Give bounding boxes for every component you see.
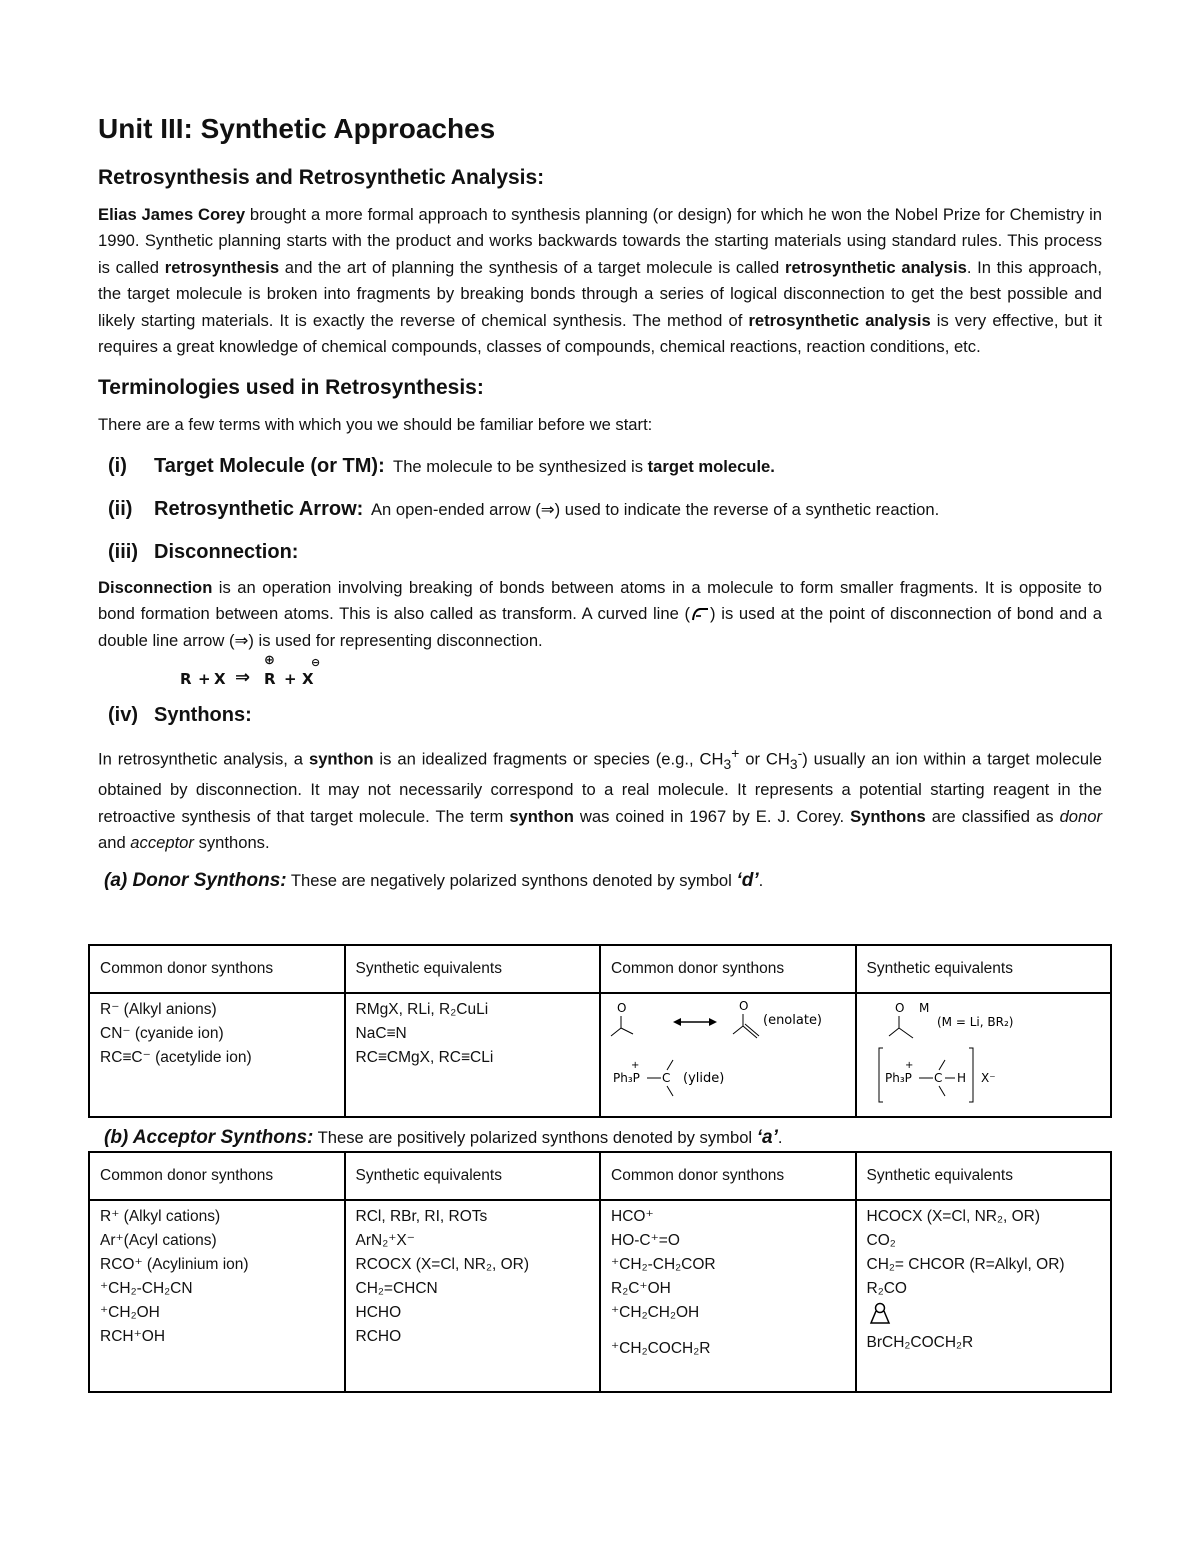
svg-text:O: O bbox=[894, 1001, 904, 1015]
table-row bbox=[89, 993, 1111, 1117]
section-heading-terminologies: Terminologies used in Retrosynthesis: bbox=[98, 376, 484, 400]
table-header: Common donor synthons bbox=[600, 945, 856, 993]
table-cell: RMgX, RLi, R₂CuLi NaC≡N RC≡CMgX, RC≡CLi bbox=[345, 993, 601, 1117]
svg-text:(ylide): (ylide) bbox=[683, 1071, 725, 1086]
term-retrosynthetic-arrow: (ii) Retrosynthetic Arrow: An open-ended arrow (⇒) used to indicate the reverse of a synthetic reaction. bbox=[108, 497, 940, 520]
table-header: Synthetic equivalents bbox=[856, 1152, 1112, 1200]
svg-text:H: H bbox=[956, 1071, 966, 1085]
section-heading-retrosynthesis: Retrosynthesis and Retrosynthetic Analysis: bbox=[98, 166, 545, 189]
table-header: Common donor synthons bbox=[89, 945, 345, 993]
svg-text:(enolate): (enolate) bbox=[763, 1013, 823, 1028]
svg-text:+: + bbox=[904, 1060, 913, 1071]
table-header: Common donor synthons bbox=[89, 1152, 345, 1200]
terminologies-intro: There are a few terms with which you we should be familiar before we start: bbox=[98, 415, 653, 435]
retrosynthesis-paragraph: Elias James Corey brought a more formal approach to synthesis planning (or design) for which he won the Nobel Prize for Chemistry in 1990. Synthetic planning starts with the product and works backwards towards the starting materials using standard rules. This process is called retrosynthesis and the art of planning the synthesis of a target molecule is called retrosynthetic analysis. In this approach, the target molecule is broken into fragments by breaking bonds through a series of logical disconnection to get the best possible and likely starting materials. It is exactly the reverse of chemical synthesis. The method of retrosynthetic analysis is very effective, but it requires a great knowledge of chemical compounds, classes of compounds, chemical reactions, reaction conditions, etc. bbox=[98, 205, 1103, 357]
acceptor-synthons-table bbox=[88, 1151, 1112, 1393]
table-cell: HCOCX (X=Cl, NR₂, OR) CO₂ CH₂= CHCOR (R=Alkyl, OR) R₂CO BrCH₂COCH₂R bbox=[856, 1200, 1112, 1392]
svg-text:C: C bbox=[933, 1071, 942, 1085]
svg-text:M: M bbox=[918, 1001, 929, 1015]
table-row bbox=[89, 1200, 1111, 1392]
svg-text:C: C bbox=[662, 1071, 671, 1085]
svg-text:Ph₃P: Ph₃P bbox=[613, 1071, 640, 1085]
acceptor-synthons-heading: (b) Acceptor Synthons: These are positively polarized synthons denoted by symbol ‘a’. bbox=[104, 1127, 783, 1148]
svg-text:+: + bbox=[631, 1060, 640, 1071]
term-target-molecule: (i) Target Molecule (or TM): The molecule to be synthesized is target molecule. bbox=[108, 454, 775, 477]
svg-text:(M = Li, BR₂): (M = Li, BR₂) bbox=[936, 1015, 1013, 1029]
synthons-paragraph: In retrosynthetic analysis, a synthon is an idealized fragments or species (e.g., $CH_3^+$ or $CH_3^-$) usually an ion within a target molecule obtained by disconnection. It may not necessarily correspond to a real molecule. It represents a potential starting reagent in the retroactive synthesis of that target molecule. The term synthon was coined in 1967 by E. J. Corey. Synthons are classified as donor and acceptor synthons. bbox=[98, 745, 1103, 853]
table-header-row bbox=[89, 945, 1111, 993]
table-header-row bbox=[89, 1152, 1111, 1200]
term-disconnection: (iii) Disconnection: bbox=[108, 540, 299, 563]
svg-text:Ph₃P: Ph₃P bbox=[884, 1071, 912, 1085]
table-header: Synthetic equivalents bbox=[345, 945, 601, 993]
table-cell: R⁻ (Alkyl anions) CN⁻ (cyanide ion) RC≡C⁻ (acetylide ion) bbox=[89, 993, 345, 1117]
table-cell bbox=[600, 993, 856, 1117]
enolate-ylide-structure bbox=[601, 994, 855, 1108]
table-header: Synthetic equivalents bbox=[345, 1152, 601, 1200]
donor-synthons-heading: (a) Donor Synthons: These are negatively polarized synthons denoted by symbol ‘d’. bbox=[104, 869, 764, 891]
table-cell bbox=[856, 993, 1112, 1117]
svg-text:O: O bbox=[739, 999, 749, 1013]
svg-text:O: O bbox=[617, 1001, 627, 1015]
table-cell: R⁺ (Alkyl cations) Ar⁺(Acyl cations) RCO⁺ (Acylinium ion) ⁺CH₂-CH₂CN ⁺CH₂OH RCH⁺OH bbox=[89, 1200, 345, 1392]
table-header: Synthetic equivalents bbox=[856, 945, 1112, 993]
table-cell: RCl, RBr, RI, ROTs ArN₂⁺X⁻ RCOCX (X=Cl, NR₂, OR) CH₂=CHCN HCHO RCHO bbox=[345, 1200, 601, 1392]
table-header: Common donor synthons bbox=[600, 1152, 856, 1200]
epoxide-structure bbox=[867, 1301, 897, 1329]
document-page bbox=[98, 108, 1102, 899]
donor-synthons-table bbox=[88, 944, 1112, 1118]
term-synthons: (iv) Synthons: bbox=[108, 704, 252, 727]
synthetic-equivalents-structure bbox=[857, 994, 1111, 1108]
disconnection-formula: R + X ⇒ R ⊕ + X ⊖ bbox=[180, 653, 321, 689]
curved-line-icon bbox=[690, 604, 710, 622]
table-cell: HCO⁺ HO-C⁺=O ⁺CH₂-CH₂COR R₂C⁺OH ⁺CH₂CH₂OH ⁺CH₂COCH₂R bbox=[600, 1200, 856, 1392]
svg-text:X⁻: X⁻ bbox=[980, 1071, 996, 1085]
disconnection-paragraph: Disconnection is an operation involving breaking of bonds between atoms in a molecule to form smaller fragments. It is opposite to bond formation between atoms. This is also called as transform. A curved line ( ) is used at the point of disconnection of bond and a double line arrow (⇒) is used for representing disconnection. bbox=[98, 577, 1103, 650]
page-title: Unit III: Synthetic Approaches bbox=[98, 113, 496, 144]
